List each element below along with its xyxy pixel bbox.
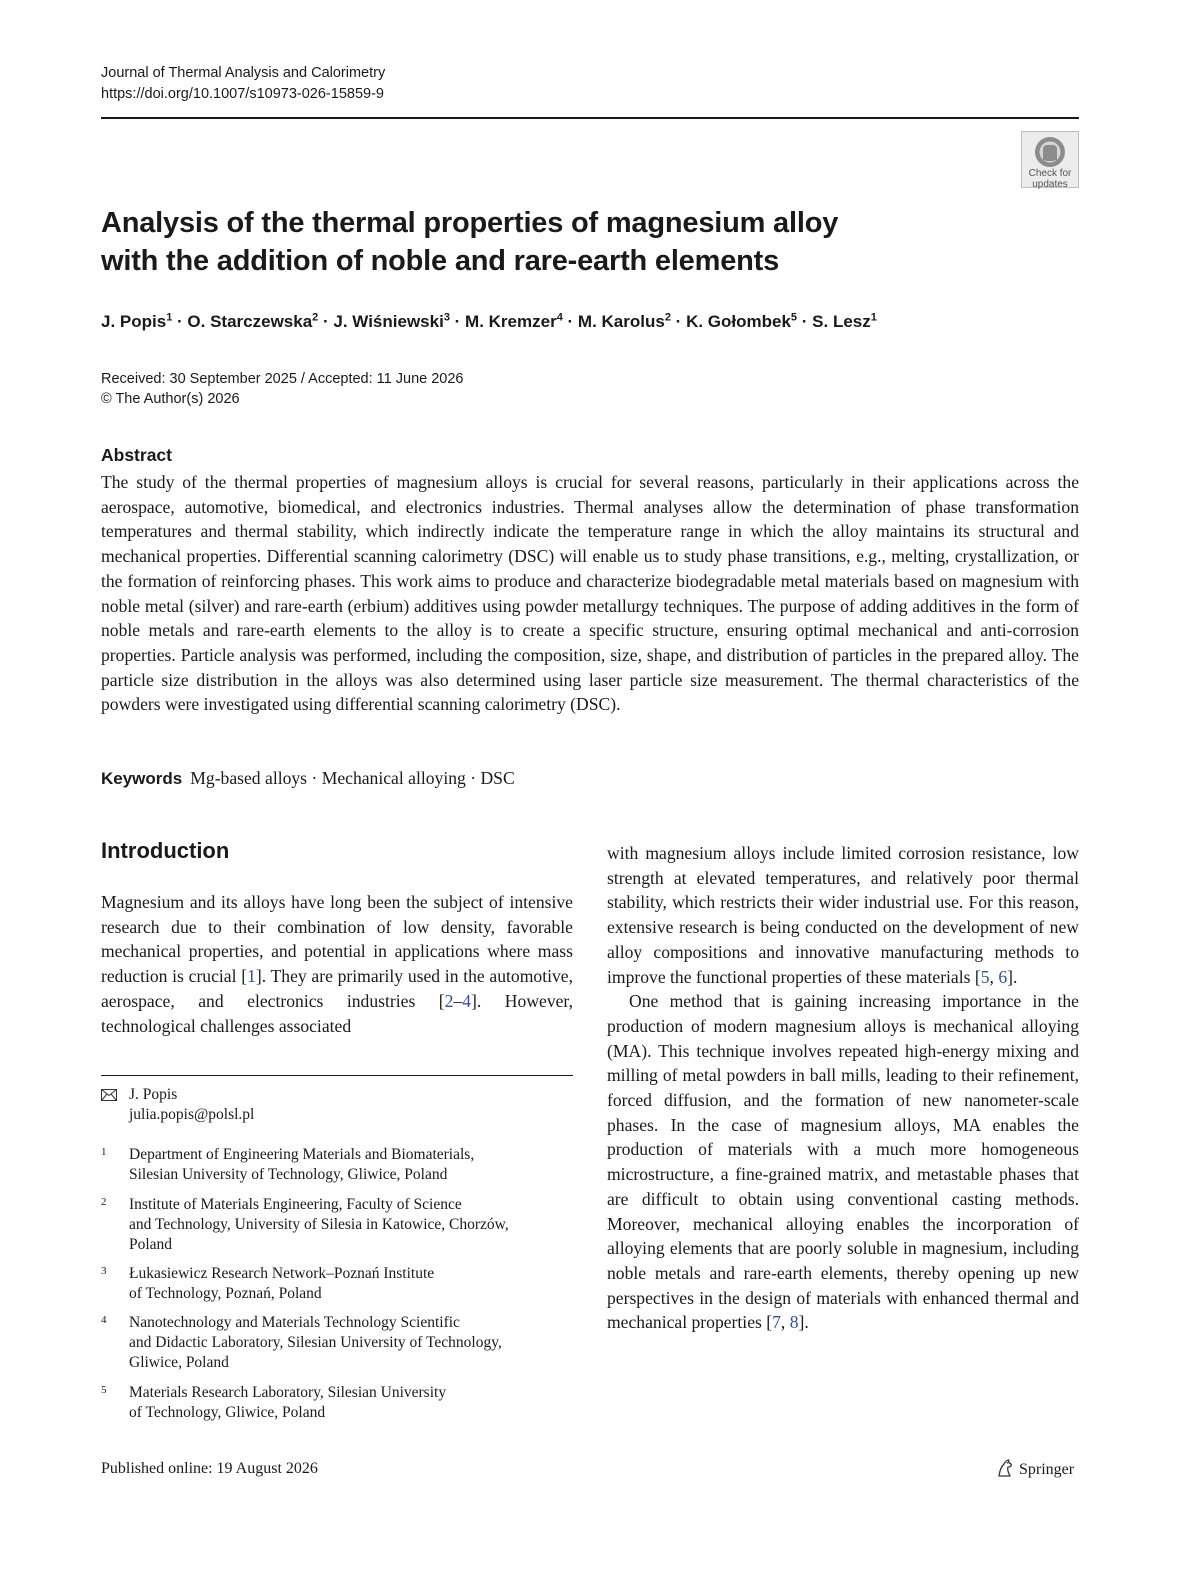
badge-line1: Check for xyxy=(1028,168,1072,179)
affiliation-number: 1 xyxy=(101,1146,107,1158)
intro-left-paragraph xyxy=(101,890,573,1038)
affiliation-number: 4 xyxy=(101,1314,107,1326)
text-run: One method that is gaining increasing importance in the production of modern magnesium alloys is mechanical alloying (MA). This technique involves repeated high-energy mixing and milling of metal powders in ball mills, leading to their refinement, forced diffusion, and the formation of new nanometer-scale phases. In the case of magnesium alloys, MA enables the production of materials with a much more homogeneous microstructure, a fine-grained matrix, and metastable phases that are difficult to obtain using conventional casting methods. Moreover, mechanical alloying enables the incorporation of alloying elements that are poorly soluble in magnesium, including noble metals and rare-earth elements, thereby opening up new perspectives in the design of materials with enhanced thermal and mechanical properties [ xyxy=(607,991,1079,1333)
publisher-name: Springer xyxy=(1019,1461,1075,1478)
footnote-rule xyxy=(101,1075,573,1076)
citation-link[interactable]: 4 xyxy=(462,990,472,1011)
journal-name: Journal of Thermal Analysis and Calorimetry xyxy=(101,65,386,81)
received-accepted: Received: 30 September 2025 / Accepted: 11 June 2026 xyxy=(101,371,464,387)
author-affiliation-mark: 2 xyxy=(312,311,319,324)
article-dates xyxy=(101,369,464,409)
affiliation-line: Poland xyxy=(129,1236,173,1253)
citation-link[interactable]: 7 xyxy=(772,1312,781,1333)
affiliation-line: Materials Research Laboratory, Silesian University xyxy=(129,1384,447,1401)
author-separator: · xyxy=(562,312,578,331)
author-name[interactable]: K. Gołombek xyxy=(686,312,791,331)
author-affiliation-mark: 1 xyxy=(870,311,877,324)
text-run: ]. xyxy=(798,1312,809,1333)
doi-link[interactable]: https://doi.org/10.1007/s10973-026-15859-9 xyxy=(101,86,384,102)
affiliation-line: Department of Engineering Materials and Biomaterials, xyxy=(129,1146,475,1163)
intro-right-paragraph-1 xyxy=(607,841,1079,989)
author-separator: · xyxy=(670,312,687,331)
affiliation-5 xyxy=(101,1383,573,1423)
envelope-icon xyxy=(101,1089,117,1101)
badge-line2: updates xyxy=(1032,179,1068,190)
author-name[interactable]: O. Starczewska xyxy=(187,312,313,331)
text-run: ]. However, technological challenges associated xyxy=(101,990,573,1036)
author-name[interactable]: M. Karolus xyxy=(577,312,665,331)
text-run: ]. xyxy=(1007,966,1018,987)
author-name[interactable]: J. Popis xyxy=(101,312,167,331)
author-name[interactable]: S. Lesz xyxy=(812,312,871,331)
keywords xyxy=(101,766,515,791)
affiliation-number: 2 xyxy=(101,1196,107,1208)
affiliation-line: Gliwice, Poland xyxy=(129,1354,229,1371)
text-run: , xyxy=(989,966,999,987)
text-run: , xyxy=(780,1312,790,1333)
running-head xyxy=(101,63,385,105)
intro-right-paragraph-2 xyxy=(607,989,1079,1335)
affiliation-number: 5 xyxy=(101,1384,107,1396)
corresponding-author xyxy=(101,1085,254,1125)
author-affiliation-mark: 3 xyxy=(443,311,450,324)
abstract-heading: Abstract xyxy=(101,445,172,465)
citation-link[interactable]: 8 xyxy=(789,1312,799,1333)
corresponding-author-email[interactable]: julia.popis@polsl.pl xyxy=(129,1106,255,1123)
title-line-1: Analysis of the thermal properties of magnesium alloy xyxy=(101,207,839,239)
affiliation-3 xyxy=(101,1264,573,1304)
affiliation-line: Nanotechnology and Materials Technology Scientific xyxy=(129,1314,460,1331)
affiliation-line: and Technology, University of Silesia in Katowice, Chorzów, xyxy=(129,1216,509,1233)
text-run: – xyxy=(453,990,463,1011)
keywords-list: Mg-based alloys · Mechanical alloying · DSC xyxy=(190,768,515,788)
header-rule xyxy=(101,117,1079,119)
affiliation-line: Łukasiewicz Research Network–Poznań Institute xyxy=(129,1265,435,1282)
affiliation-2 xyxy=(101,1195,573,1255)
citation-link[interactable]: 6 xyxy=(998,966,1008,987)
author-name[interactable]: J. Wiśniewski xyxy=(333,312,444,331)
introduction-heading: Introduction xyxy=(101,838,230,863)
author-separator: · xyxy=(797,312,813,331)
affiliation-line: of Technology, Gliwice, Poland xyxy=(129,1404,326,1421)
affiliation-line: Institute of Materials Engineering, Faculty of Science xyxy=(129,1196,462,1213)
author-name[interactable]: M. Kremzer xyxy=(465,312,557,331)
author-affiliation-mark: 2 xyxy=(664,311,671,324)
affiliation-number: 3 xyxy=(101,1265,107,1277)
affiliation-line: Silesian University of Technology, Gliwice, Poland xyxy=(129,1166,448,1183)
author-separator: · xyxy=(449,312,466,331)
title-line-2: with the addition of noble and rare-earth elements xyxy=(101,245,780,277)
affiliation-1 xyxy=(101,1145,573,1185)
springer-horse-icon xyxy=(995,1458,1015,1478)
author-affiliation-mark: 5 xyxy=(790,311,798,324)
text-run: Magnesium and its alloys have long been the subject of intensive research due to their combination of low density, favorable mechanical properties, and potential in applications where mass reduction is crucial [ xyxy=(101,892,573,987)
corresponding-author-name: J. Popis xyxy=(129,1086,178,1103)
check-updates-icon xyxy=(1034,136,1066,168)
author-separator: · xyxy=(172,312,188,331)
copyright: © The Author(s) 2026 xyxy=(101,391,240,407)
text-run: with magnesium alloys include limited corrosion resistance, low strength at elevated temperatures, and relatively poor thermal stability, which restricts their wider industrial use. For this reason, extensive research is being conducted on the development of new alloy compositions and innovative manufacturing methods to improve the functional properties of these materials [ xyxy=(607,843,1079,987)
publisher-logo[interactable] xyxy=(995,1458,1074,1479)
text-run: ]. They are primarily used in the automotive, aerospace, and electronics industries [ xyxy=(101,966,573,1011)
author-separator: · xyxy=(318,312,334,331)
check-for-updates-badge[interactable] xyxy=(1021,131,1079,188)
affiliation-line: and Didactic Laboratory, Silesian University of Technology, xyxy=(129,1334,502,1351)
citation-link[interactable]: 2 xyxy=(444,990,454,1011)
keywords-label: Keywords xyxy=(101,769,183,788)
affiliation-4 xyxy=(101,1313,573,1373)
citation-link[interactable]: 5 xyxy=(980,966,990,987)
author-list xyxy=(101,309,1079,335)
affiliation-line: of Technology, Poznań, Poland xyxy=(129,1285,322,1302)
published-online: Published online: 19 August 2026 xyxy=(101,1460,318,1477)
citation-link[interactable]: 1 xyxy=(247,966,256,987)
author-affiliation-mark: 4 xyxy=(556,311,563,324)
article-title xyxy=(101,204,1001,280)
intro-right-column xyxy=(607,841,1079,1335)
abstract-text: The study of the thermal properties of magnesium alloys is crucial for several reasons, particularly in their applications across the aerospace, automotive, biomedical, and electronics industries. Thermal analyses allow the determination of phase transformation temperatures and thermal stability, which indirectly indicate the temperature range in which the alloy maintains its structural and mechanical properties. Differential scanning calorimetry (DSC) will enable us to study phase transitions, e.g., melting, crystallization, or the formation of reinforcing phases. This work aims to produce and characterize biodegradable metal materials based on magnesium with noble metal (silver) and rare-earth (erbium) additives using powder metallurgy techniques. The purpose of adding additives in the form of noble metals and rare-earth elements to the alloy is to create a specific structure, ensuring optimal mechanical and anti-corrosion properties. Particle analysis was performed, including the composition, size, shape, and distribution of particles in the prepared alloy. The particle size distribution in the alloys was also determined using laser particle size measurement. The thermal characteristics of the powders were investigated using differential scanning calorimetry (DSC). xyxy=(101,472,1079,715)
author-affiliation-mark: 1 xyxy=(166,311,173,324)
